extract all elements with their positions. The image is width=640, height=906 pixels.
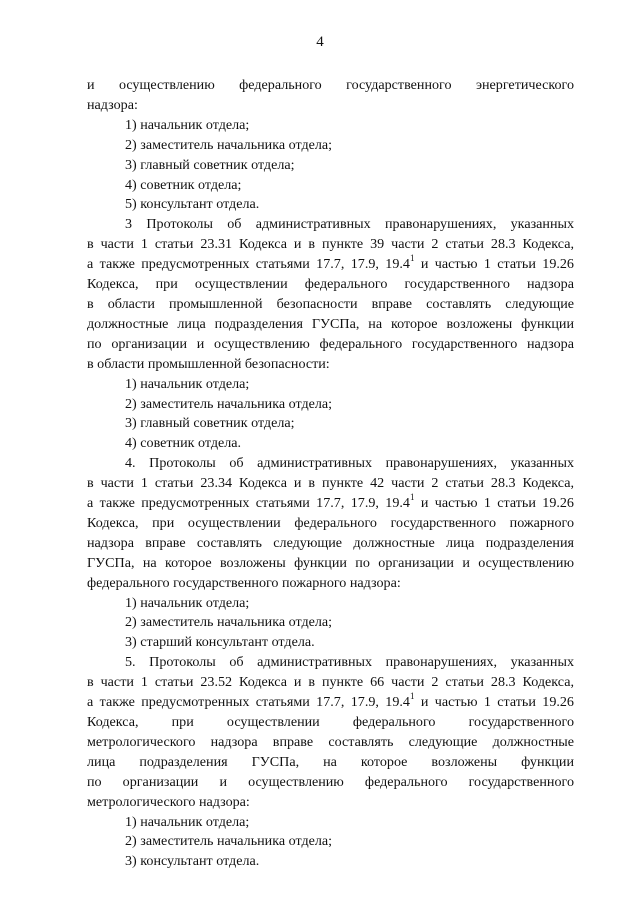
superscript: 1 [409,691,415,702]
para3-line-3a: а также предусмотренных статьями 17.7, 17.9, 19.4 [87,256,410,273]
section2-line-2: надзора: [87,96,138,113]
para5-line-6: лица подразделения ГУСПа, на которое возложены функции [87,753,574,770]
list-item: 3) консультант отдела. [125,853,260,870]
para4-line-7: федерального государственного пожарного надзора: [87,574,401,591]
list-item: 1) начальник отдела; [125,594,250,611]
para3-line-8: в области промышленной безопасности: [87,355,330,372]
para4-line-6: ГУСПа, на которое возложены функции по организации и осуществлению [87,554,574,571]
para4-line-2: в части 1 статьи 23.34 Кодекса и в пункте 42 части 2 статьи 28.3 Кодекса, [87,475,574,492]
para5-line-2: в части 1 статьи 23.52 Кодекса и в пункте 66 части 2 статьи 28.3 Кодекса, [87,674,574,691]
list-item: 1) начальник отдела; [125,375,250,392]
list-item: 3) главный советник отдела; [125,415,295,432]
para3-line-1: 3 Протоколы об административных правонарушениях, указанных [125,216,574,233]
list-item: 3) старший консультант отдела. [125,634,315,651]
list-item: 1) начальник отдела; [125,116,250,133]
page-number: 4 [316,34,324,50]
para5-line-1: 5. Протоколы об административных правонарушениях, указанных [125,654,574,671]
para4-line-5: надзора вправе составлять следующие должностные лица подразделения [87,534,574,551]
para5-line-8: метрологического надзора: [87,793,250,810]
para4-line-4: Кодекса, при осуществлении федерального государственного пожарного [87,514,574,531]
list-item: 5) консультант отдела. [125,196,260,213]
superscript: 1 [409,492,415,503]
para5-line-4: Кодекса, при осуществлении федерального государственного [87,714,574,730]
para3-line-6: должностные лица подразделения ГУСПа, на которое возложены функции [87,315,574,332]
para5-line-3 [87,693,574,713]
list-item: 2) заместитель начальника отдела; [125,136,333,153]
para5-line-3b: и частью 1 статьи 19.26 [414,694,574,711]
para3-line-5: в области промышленной безопасности вправе составлять следующие [87,295,574,312]
list-item: 3) главный советник отдела; [125,156,295,173]
para3-line-2: в части 1 статьи 23.31 Кодекса и в пункте 39 части 2 статьи 28.3 Кодекса, [87,236,574,253]
para3-line-7: по организации и осуществлению федерального государственного надзора [87,335,574,352]
para5-line-7: по организации и осуществлению федерального государственного [87,773,574,790]
list-item: 2) заместитель начальника отдела; [125,833,333,850]
para4-line-3b: и частью 1 статьи 19.26 [414,495,574,512]
para5-line-5: метрологического надзора вправе составлять следующие должностные [87,733,574,750]
list-item: 1) начальник отдела; [125,813,250,830]
para3-line-3b: и частью 1 статьи 19.26 [414,256,574,273]
superscript: 1 [409,253,415,264]
para5-line-3a: а также предусмотренных статьями 17.7, 17.9, 19.4 [87,694,410,711]
para4-line-1: 4. Протоколы об административных правонарушениях, указанных [125,455,574,472]
para4-line-3 [87,494,574,514]
para4-line-3a: а также предусмотренных статьями 17.7, 17.9, 19.4 [87,495,410,512]
list-item: 2) заместитель начальника отдела; [125,395,333,412]
section2-line-1: и осуществлению федерального государственного энергетического [87,77,574,93]
list-item: 4) советник отдела. [125,435,242,452]
document-body [87,76,574,872]
para3-line-3 [87,255,574,275]
list-item: 2) заместитель начальника отдела; [125,614,333,631]
para3-line-4: Кодекса, при осуществлении федерального государственного надзора [87,276,574,293]
list-item: 4) советник отдела; [125,176,242,193]
